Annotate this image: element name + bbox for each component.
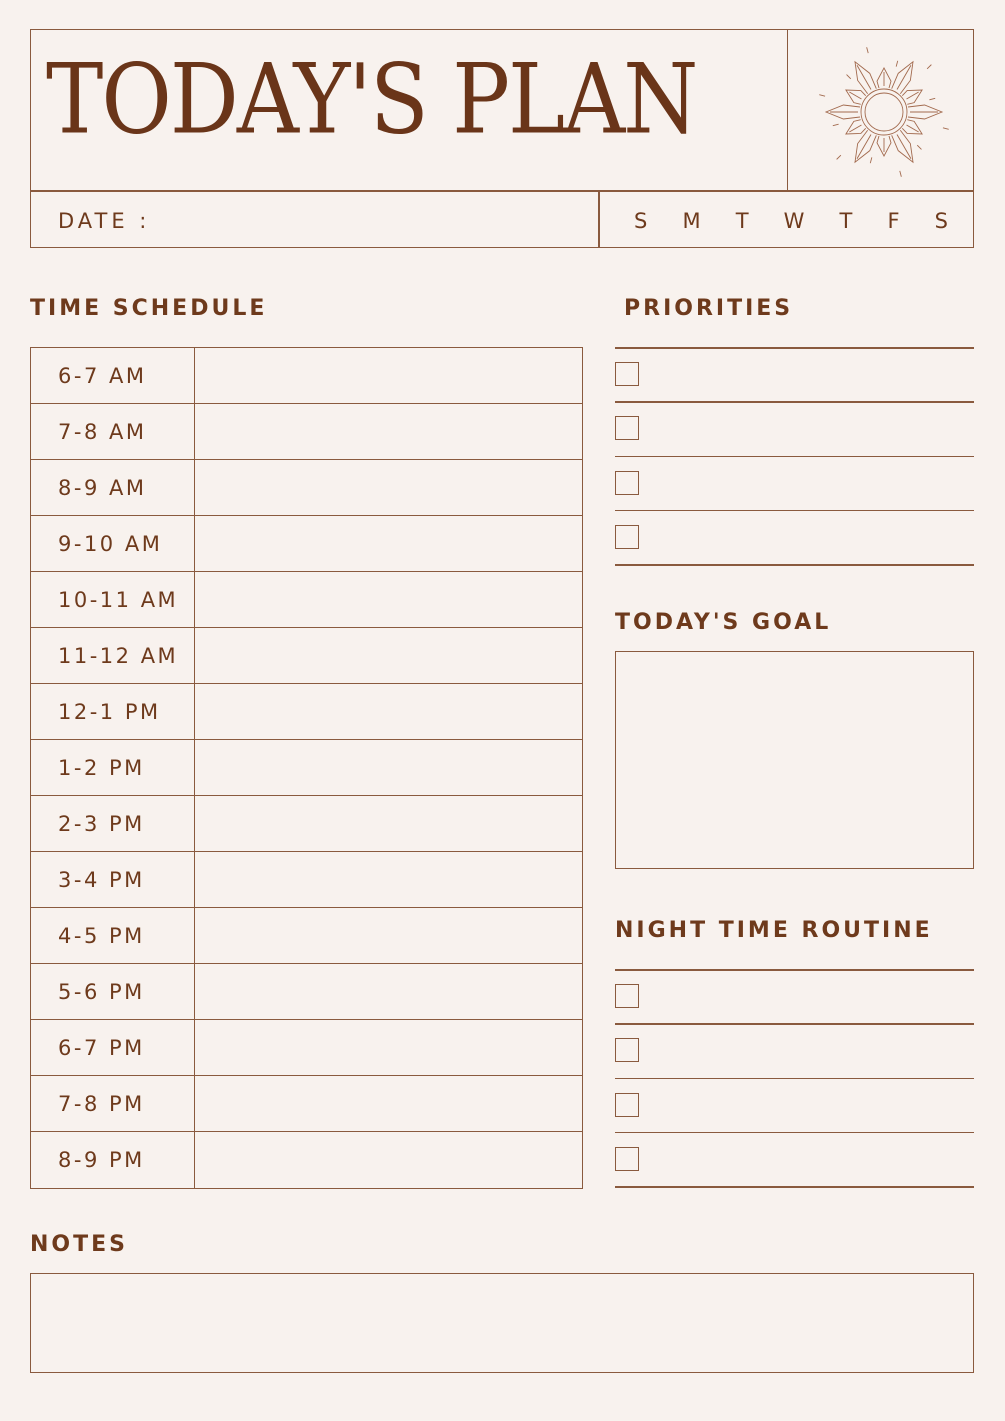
todays-goal-box[interactable]	[615, 651, 974, 869]
schedule-entry-field[interactable]	[195, 796, 582, 851]
schedule-entry-field[interactable]	[195, 1076, 582, 1131]
schedule-row	[31, 1076, 582, 1132]
time-slot-label: 11-12 AM	[31, 628, 195, 683]
schedule-entry-field[interactable]	[195, 404, 582, 459]
night-routine-rule	[615, 1186, 974, 1188]
schedule-row	[31, 908, 582, 964]
schedule-row	[31, 964, 582, 1020]
night-routine-item[interactable]	[615, 1023, 974, 1077]
schedule-row	[31, 1132, 582, 1188]
time-slot-label: 6-7 PM	[31, 1020, 195, 1075]
schedule-row	[31, 516, 582, 572]
weekday-0[interactable]: S	[634, 209, 648, 233]
date-divider	[598, 190, 600, 248]
notes-heading: NOTES	[30, 1232, 128, 1257]
schedule-row	[31, 1020, 582, 1076]
priority-item[interactable]	[615, 347, 974, 401]
time-slot-label: 7-8 PM	[31, 1076, 195, 1131]
schedule-row	[31, 852, 582, 908]
todays-goal-heading: TODAY'S GOAL	[615, 610, 832, 635]
priority-item[interactable]	[615, 510, 974, 564]
notes-box[interactable]	[30, 1273, 974, 1373]
schedule-entry-field[interactable]	[195, 628, 582, 683]
time-slot-label: 4-5 PM	[31, 908, 195, 963]
time-schedule-heading: TIME SCHEDULE	[30, 296, 268, 321]
schedule-entry-field[interactable]	[195, 684, 582, 739]
priorities-heading: PRIORITIES	[624, 296, 794, 321]
schedule-entry-field[interactable]	[195, 908, 582, 963]
schedule-entry-field[interactable]	[195, 964, 582, 1019]
time-slot-label: 1-2 PM	[31, 740, 195, 795]
schedule-row	[31, 460, 582, 516]
checkbox-icon[interactable]	[615, 362, 639, 386]
time-slot-label: 6-7 AM	[31, 348, 195, 403]
weekday-3[interactable]: W	[783, 209, 805, 233]
time-slot-label: 3-4 PM	[31, 852, 195, 907]
priority-rule	[615, 564, 974, 566]
night-routine-item[interactable]	[615, 1132, 974, 1186]
date-field[interactable]	[160, 196, 590, 242]
time-slot-label: 8-9 PM	[31, 1132, 195, 1188]
priority-item[interactable]	[615, 401, 974, 455]
schedule-row	[31, 404, 582, 460]
time-slot-label: 9-10 AM	[31, 516, 195, 571]
schedule-entry-field[interactable]	[195, 516, 582, 571]
priority-item[interactable]	[615, 456, 974, 510]
time-slot-label: 7-8 AM	[31, 404, 195, 459]
schedule-entry-field[interactable]	[195, 740, 582, 795]
page-title: TODAY'S PLAN	[46, 44, 697, 157]
schedule-entry-field[interactable]	[195, 852, 582, 907]
checkbox-icon[interactable]	[615, 1147, 639, 1171]
schedule-row	[31, 572, 582, 628]
checkbox-icon[interactable]	[615, 471, 639, 495]
schedule-row	[31, 740, 582, 796]
checkbox-icon[interactable]	[615, 416, 639, 440]
time-slot-label: 8-9 AM	[31, 460, 195, 515]
schedule-entry-field[interactable]	[195, 572, 582, 627]
schedule-entry-field[interactable]	[195, 1132, 582, 1188]
schedule-entry-field[interactable]	[195, 348, 582, 403]
weekday-1[interactable]: M	[682, 209, 701, 233]
date-label: DATE :	[58, 209, 151, 233]
weekday-6[interactable]: S	[934, 209, 948, 233]
night-routine-heading: NIGHT TIME ROUTINE	[615, 918, 933, 943]
weekday-selector	[634, 206, 948, 236]
checkbox-icon[interactable]	[615, 1093, 639, 1117]
schedule-row	[31, 796, 582, 852]
schedule-entry-field[interactable]	[195, 1020, 582, 1075]
schedule-row	[31, 684, 582, 740]
night-routine-item[interactable]	[615, 1078, 974, 1132]
time-slot-label: 5-6 PM	[31, 964, 195, 1019]
checkbox-icon[interactable]	[615, 525, 639, 549]
schedule-entry-field[interactable]	[195, 460, 582, 515]
time-slot-label: 2-3 PM	[31, 796, 195, 851]
weekday-4[interactable]: T	[839, 209, 853, 233]
checkbox-icon[interactable]	[615, 1038, 639, 1062]
night-routine-item[interactable]	[615, 969, 974, 1023]
checkbox-icon[interactable]	[615, 984, 639, 1008]
schedule-row	[31, 628, 582, 684]
time-slot-label: 12-1 PM	[31, 684, 195, 739]
weekday-2[interactable]: T	[735, 209, 749, 233]
schedule-row	[31, 348, 582, 404]
time-schedule-table	[30, 347, 583, 1189]
weekday-5[interactable]: F	[887, 209, 900, 233]
time-slot-label: 10-11 AM	[31, 572, 195, 627]
header-divider	[30, 190, 974, 192]
sun-icon	[816, 44, 952, 180]
